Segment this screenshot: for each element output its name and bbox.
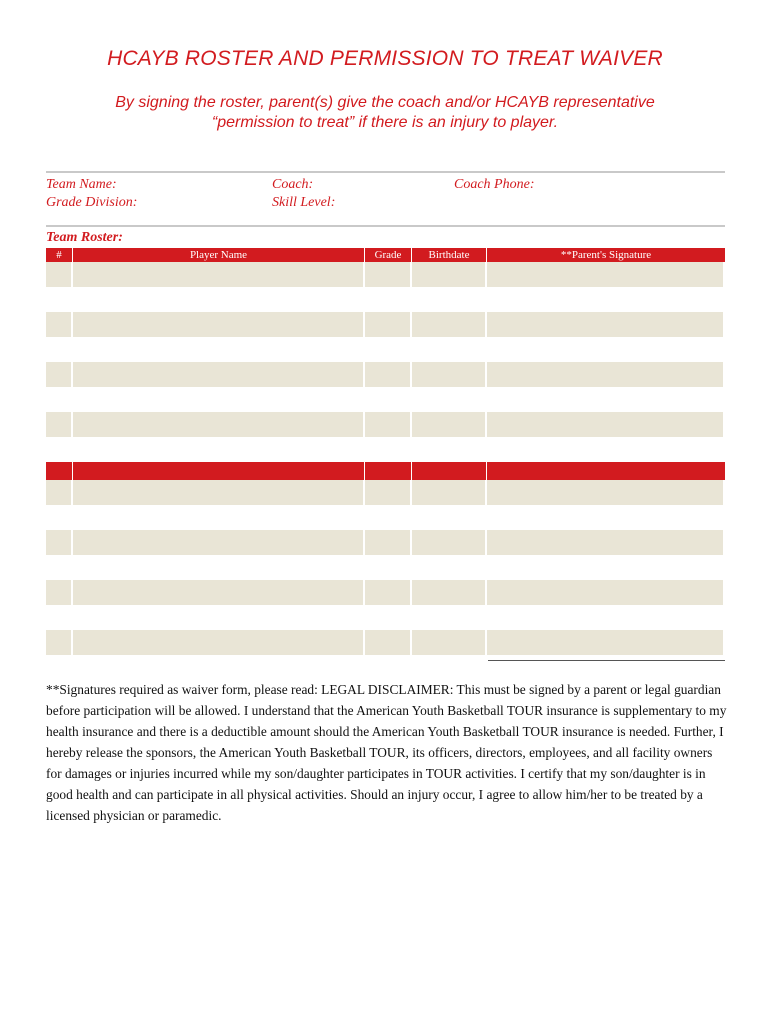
signature-cell[interactable] — [487, 630, 725, 655]
grade-division-label: Grade Division: — [46, 195, 138, 210]
player-name-cell[interactable] — [73, 412, 365, 437]
player-name-cell[interactable] — [73, 262, 365, 287]
team-name-label: Team Name: — [46, 177, 117, 192]
player-name-cell[interactable] — [73, 480, 365, 505]
separator-cell — [412, 462, 486, 480]
table-row[interactable] — [46, 262, 725, 287]
table-row[interactable] — [46, 387, 725, 412]
player-name-cell[interactable] — [73, 530, 365, 555]
signature-underline — [488, 660, 725, 661]
number-cell[interactable] — [46, 312, 73, 337]
page-subtitle — [60, 93, 710, 133]
table-row[interactable] — [46, 630, 725, 655]
player-name-cell[interactable] — [73, 630, 365, 655]
birthdate-cell[interactable] — [412, 412, 487, 437]
col-player-name-header: Player Name — [73, 248, 364, 262]
subtitle-line-2: “permission to treat” if there is an injury to player. — [211, 114, 559, 131]
signature-cell[interactable] — [487, 362, 725, 387]
number-cell[interactable] — [46, 480, 73, 505]
player-name-cell[interactable] — [73, 362, 365, 387]
number-cell[interactable] — [46, 530, 73, 555]
birthdate-cell[interactable] — [412, 630, 487, 655]
grade-cell[interactable] — [365, 630, 412, 655]
separator-cell — [73, 462, 364, 480]
grade-cell[interactable] — [365, 480, 412, 505]
grade-cell[interactable] — [365, 362, 412, 387]
grade-cell[interactable] — [365, 580, 412, 605]
birthdate-cell[interactable] — [412, 262, 487, 287]
roster-header-row — [46, 248, 725, 262]
number-cell[interactable] — [46, 362, 73, 387]
table-row[interactable] — [46, 287, 725, 312]
coach-label: Coach: — [272, 177, 314, 192]
team-roster-label: Team Roster: — [46, 230, 123, 245]
separator-cell — [365, 462, 411, 480]
grade-cell[interactable] — [365, 530, 412, 555]
number-cell[interactable] — [46, 630, 73, 655]
roster-table — [46, 248, 725, 655]
signature-cell[interactable] — [487, 530, 725, 555]
coach-phone-label: Coach Phone: — [454, 177, 535, 192]
signature-cell[interactable] — [487, 480, 725, 505]
separator-cell — [487, 462, 725, 480]
table-row[interactable] — [46, 580, 725, 605]
grade-cell[interactable] — [365, 412, 412, 437]
table-row[interactable] — [46, 505, 725, 530]
table-row[interactable] — [46, 362, 725, 387]
signature-cell[interactable] — [487, 262, 725, 287]
table-row[interactable] — [46, 312, 725, 337]
table-row[interactable] — [46, 412, 725, 437]
signature-cell[interactable] — [487, 412, 725, 437]
col-birthdate-header: Birthdate — [412, 248, 486, 262]
birthdate-cell[interactable] — [412, 530, 487, 555]
birthdate-cell[interactable] — [412, 580, 487, 605]
grade-cell[interactable] — [365, 262, 412, 287]
subtitle-line-1: By signing the roster, parent(s) give the coach and/or HCAYB representative — [115, 94, 655, 111]
legal-disclaimer: **Signatures required as waiver form, please read: LEGAL DISCLAIMER: This must be signed by a parent or legal guardian before participation will be allowed. I understand that the American Youth Basketball TOUR insurance is supplementary to my health insurance and there is a deductible amount should the American Youth Basketball TOUR insurance is needed. Further, I hereby release the sponsors, the American Youth Basketball TOUR, its officers, directors, employees, and all facility owners for damages or injuries incurred while my son/daughter participates in TOUR activities. I certify that my son/daughter is in good health and can participate in all physical activities. Should an injury occur, I agree to allow him/her to be treated by a licensed physician or paramedic. — [46, 682, 727, 823]
skill-level-label: Skill Level: — [272, 195, 336, 210]
table-row[interactable] — [46, 555, 725, 580]
table-row[interactable] — [46, 337, 725, 362]
player-name-cell[interactable] — [73, 580, 365, 605]
top-divider — [46, 171, 725, 173]
table-separator-row — [46, 462, 725, 480]
signature-cell[interactable] — [487, 312, 725, 337]
birthdate-cell[interactable] — [412, 480, 487, 505]
page-title: HCAYB ROSTER AND PERMISSION TO TREAT WAIVER — [107, 47, 663, 70]
number-cell[interactable] — [46, 412, 73, 437]
table-row[interactable] — [46, 437, 725, 462]
table-row[interactable] — [46, 605, 725, 630]
number-cell[interactable] — [46, 262, 73, 287]
birthdate-cell[interactable] — [412, 312, 487, 337]
signature-cell[interactable] — [487, 580, 725, 605]
separator-cell — [46, 462, 72, 480]
birthdate-cell[interactable] — [412, 362, 487, 387]
mid-divider — [46, 225, 725, 227]
col-number-header: # — [46, 248, 72, 262]
col-grade-header: Grade — [365, 248, 411, 262]
table-row[interactable] — [46, 480, 725, 505]
player-name-cell[interactable] — [73, 312, 365, 337]
number-cell[interactable] — [46, 580, 73, 605]
grade-cell[interactable] — [365, 312, 412, 337]
table-row[interactable] — [46, 530, 725, 555]
col-signature-header: **Parent's Signature — [487, 248, 725, 262]
